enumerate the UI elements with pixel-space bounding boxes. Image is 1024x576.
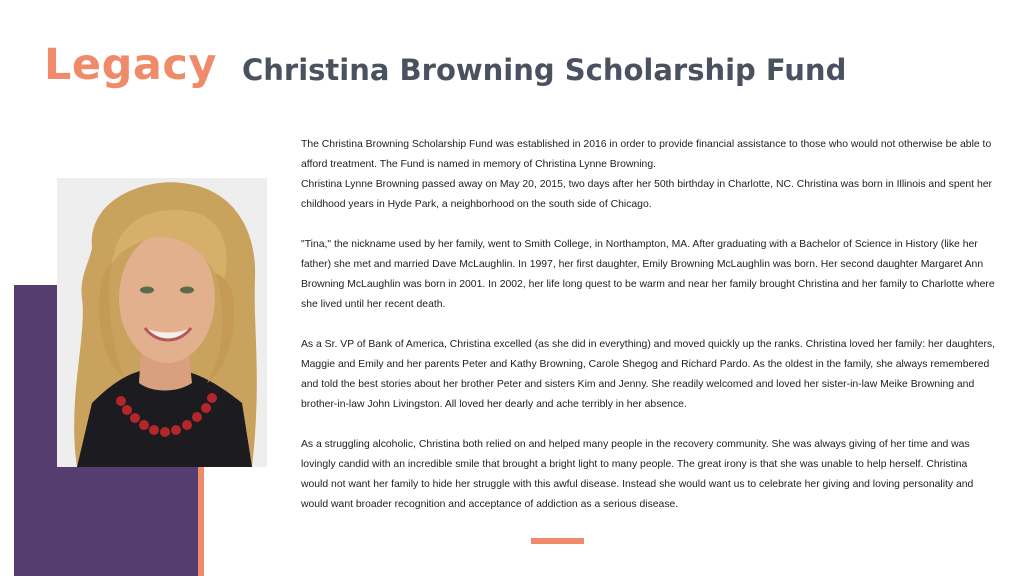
portrait-illustration	[57, 178, 267, 467]
paragraph-passing: Christina Lynne Browning passed away on May 20, 2015, two days after her 50th birthday in Charlotte, NC. Christina was born in Illinois and spent her childhood years in Hyde Park, a neighborhood on the south side of Chicago.	[301, 179, 992, 210]
section-label: Legacy	[44, 40, 217, 90]
orange-accent-bar	[198, 448, 204, 576]
paragraph-fund-intro: The Christina Browning Scholarship Fund was established in 2016 in order to provide financial assistance to those who would not otherwise be able to afford treatment. The Fund is named in memory of Christina Lynne Browning.	[301, 139, 992, 170]
paragraph-early-life: "Tina," the nickname used by her family, went to Smith College, in Northampton, MA. After graduating with a Bachelor of Science in History (like her father) she met and married Dave McLaughlin. In 1997, her first daughter, Emily Browning McLaughlin was born. Her second daughter Margaret Ann Browning McLaughlin was born in 2001. In 2002, her life long quest to be warm and near her family brought Christina and her family to Charlotte where she lived until her recent death.	[301, 239, 995, 310]
portrait-photo	[57, 178, 267, 467]
biography-text	[301, 135, 995, 515]
bottom-accent-bar	[531, 538, 584, 544]
paragraph-recovery: As a struggling alcoholic, Christina both relied on and helped many people in the recovery community. She was always giving of her time and was lovingly candid with an incredible smile that brought a bright light to many people. The great irony is that she was unable to help herself. Christina would not want her family to hide her struggle with this awful disease. Instead she would want us to celebrate her giving and loving personality and would want broader recognition and acceptance of addiction as a serious disease.	[301, 439, 974, 510]
page-title: Christina Browning Scholarship Fund	[242, 53, 847, 87]
paragraph-career-family: As a Sr. VP of Bank of America, Christina excelled (as she did in everything) and moved quickly up the ranks. Christina loved her family: her daughters, Maggie and Emily and her parents Peter and Kathy Browning, Carole Shegog and Richard Pardo. As the oldest in the family, she always remembered and told the best stories about her brother Peter and sisters Kim and Jenny. She readily welcomed and loved her sister-in-law Meike Browning and brother-in-law John Livingston. All loved her dearly and ache terribly in her absence.	[301, 339, 996, 410]
